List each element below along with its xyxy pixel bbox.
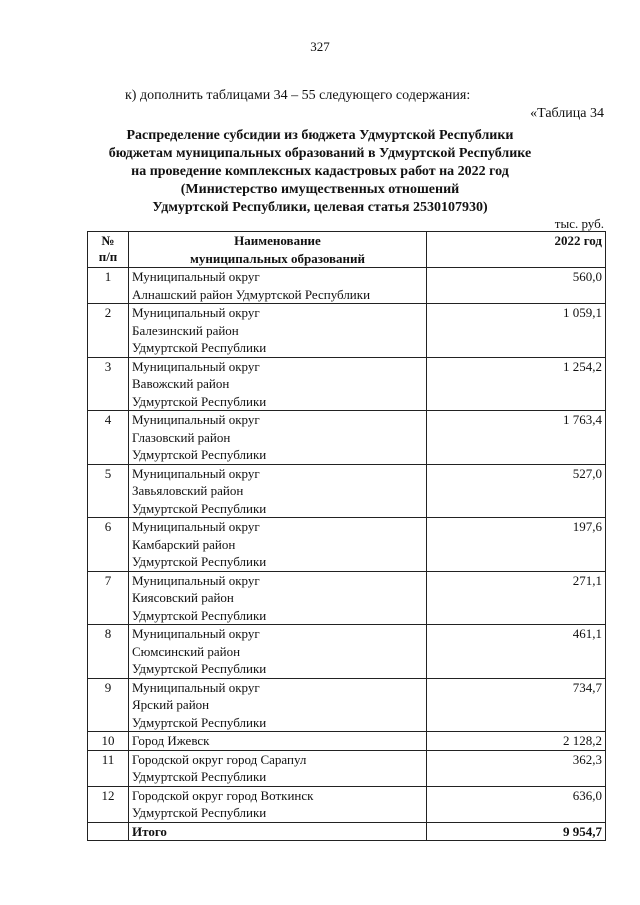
row-number: 8 bbox=[88, 625, 129, 679]
table-row bbox=[88, 411, 606, 465]
table-row bbox=[88, 786, 606, 822]
row-number: 7 bbox=[88, 571, 129, 625]
municipality-name-line: Муниципальный округ bbox=[132, 269, 260, 284]
row-number: 4 bbox=[88, 411, 129, 465]
municipality-name bbox=[129, 625, 427, 679]
table-row bbox=[88, 304, 606, 358]
total-value: 9 954,7 bbox=[427, 822, 606, 841]
municipality-name-line: Удмуртской Республики bbox=[132, 805, 267, 820]
row-number: 12 bbox=[88, 786, 129, 822]
municipality-name bbox=[129, 518, 427, 572]
municipality-name bbox=[129, 732, 427, 751]
municipality-name-line: Удмуртской Республики bbox=[132, 661, 267, 676]
municipality-name-line: Сюмсинский район bbox=[132, 643, 241, 659]
total-row bbox=[88, 822, 606, 841]
header-num-line: п/п bbox=[98, 249, 118, 264]
municipality-name bbox=[129, 678, 427, 732]
table-row bbox=[88, 571, 606, 625]
municipality-name bbox=[129, 750, 427, 786]
row-number: 5 bbox=[88, 464, 129, 518]
municipality-name-line: Алнашский район Удмуртской Республики bbox=[132, 286, 371, 302]
municipality-name bbox=[129, 571, 427, 625]
municipality-name bbox=[129, 786, 427, 822]
subsidy-value: 2 128,2 bbox=[427, 732, 606, 751]
municipality-name-line: Камбарский район bbox=[132, 536, 236, 552]
municipality-name-line: Городской округ город Сарапул bbox=[132, 751, 307, 767]
header-name bbox=[129, 232, 427, 268]
total-label: Итого bbox=[129, 822, 427, 841]
subsidy-value: 1 059,1 bbox=[427, 304, 606, 358]
municipality-name bbox=[129, 304, 427, 358]
municipality-name-line: Удмуртской Республики bbox=[132, 607, 267, 623]
municipality-name-line: Удмуртской Республики bbox=[132, 500, 267, 516]
page-number: 327 bbox=[310, 39, 330, 54]
subsidy-value: 636,0 bbox=[427, 786, 606, 822]
units-label: тыс. руб. bbox=[554, 216, 604, 231]
header-name-line: муниципальных образований bbox=[189, 250, 366, 266]
municipality-name-line: Балезинский район bbox=[132, 322, 239, 338]
municipality-name-line: Удмуртской Республики bbox=[132, 554, 267, 569]
row-number: 9 bbox=[88, 678, 129, 732]
subsidy-value: 560,0 bbox=[427, 268, 606, 304]
municipality-name-line: Муниципальный округ bbox=[132, 519, 260, 534]
municipality-name-line: Городской округ город Воткинск bbox=[132, 787, 314, 803]
intro-text: к) дополнить таблицами 34 – 55 следующего содержания: bbox=[125, 88, 471, 103]
municipality-name-line: Киясовский район bbox=[132, 590, 234, 605]
municipality-name bbox=[129, 357, 427, 411]
subsidy-value: 461,1 bbox=[427, 625, 606, 679]
subsidy-value: 197,6 bbox=[427, 518, 606, 572]
municipality-name bbox=[129, 268, 427, 304]
title-line: на проведение комплексных кадастровых работ на 2022 год bbox=[131, 164, 509, 179]
header-num-line: № bbox=[101, 233, 115, 248]
municipality-name-line: Город Ижевск bbox=[132, 733, 210, 748]
municipality-name-line: Муниципальный округ bbox=[132, 358, 260, 374]
municipality-name-line: Ярский район bbox=[132, 697, 210, 712]
title-line: бюджетам муниципальных образований в Удмуртской Республике bbox=[108, 146, 532, 161]
municipality-name bbox=[129, 464, 427, 518]
municipality-name-line: Муниципальный округ bbox=[132, 412, 260, 427]
subsidy-value: 1 763,4 bbox=[427, 411, 606, 465]
subsidy-table bbox=[87, 231, 606, 841]
table-label: «Таблица 34 bbox=[530, 106, 604, 121]
total-empty-cell bbox=[88, 822, 129, 841]
municipality-name-line: Муниципальный округ bbox=[132, 572, 260, 588]
municipality-name-line: Завьяловский район bbox=[132, 483, 244, 498]
row-number: 10 bbox=[88, 732, 129, 751]
header-name-line: Наименование bbox=[234, 233, 321, 248]
row-number: 1 bbox=[88, 268, 129, 304]
municipality-name-line: Муниципальный округ bbox=[132, 626, 260, 641]
subsidy-value: 734,7 bbox=[427, 678, 606, 732]
subsidy-value: 271,1 bbox=[427, 571, 606, 625]
header-value: 2022 год bbox=[427, 232, 606, 268]
municipality-name-line: Удмуртской Республики bbox=[132, 714, 267, 730]
table-row bbox=[88, 357, 606, 411]
municipality-name-line: Муниципальный округ bbox=[132, 305, 260, 320]
municipality-name-line: Удмуртской Республики bbox=[132, 769, 267, 784]
table-row bbox=[88, 464, 606, 518]
municipality-name-line: Удмуртской Республики bbox=[132, 393, 267, 409]
municipality-name-line: Удмуртской Республики bbox=[132, 340, 267, 355]
table-row bbox=[88, 518, 606, 572]
row-number: 6 bbox=[88, 518, 129, 572]
municipality-name-line: Муниципальный округ bbox=[132, 465, 260, 481]
subsidy-value: 527,0 bbox=[427, 464, 606, 518]
table-row bbox=[88, 625, 606, 679]
municipality-name-line: Удмуртской Республики bbox=[132, 447, 267, 462]
title-line: (Министерство имущественных отношений bbox=[180, 182, 460, 197]
title-line: Удмуртской Республики, целевая статья 2530107930) bbox=[152, 200, 488, 215]
municipality-name-line: Вавожский район bbox=[132, 376, 230, 391]
table-row bbox=[88, 732, 606, 751]
subsidy-value: 1 254,2 bbox=[427, 357, 606, 411]
title-line: Распределение субсидии из бюджета Удмуртской Республики bbox=[126, 128, 514, 143]
table-row bbox=[88, 268, 606, 304]
row-number: 2 bbox=[88, 304, 129, 358]
municipality-name-line: Глазовский район bbox=[132, 429, 231, 445]
row-number: 3 bbox=[88, 357, 129, 411]
table-row bbox=[88, 750, 606, 786]
table-header-row bbox=[88, 232, 606, 268]
table-body bbox=[88, 268, 606, 841]
header-num bbox=[88, 232, 129, 268]
subsidy-value: 362,3 bbox=[427, 750, 606, 786]
municipality-name bbox=[129, 411, 427, 465]
table-title bbox=[0, 127, 640, 217]
table-row bbox=[88, 678, 606, 732]
municipality-name-line: Муниципальный округ bbox=[132, 679, 260, 695]
row-number: 11 bbox=[88, 750, 129, 786]
